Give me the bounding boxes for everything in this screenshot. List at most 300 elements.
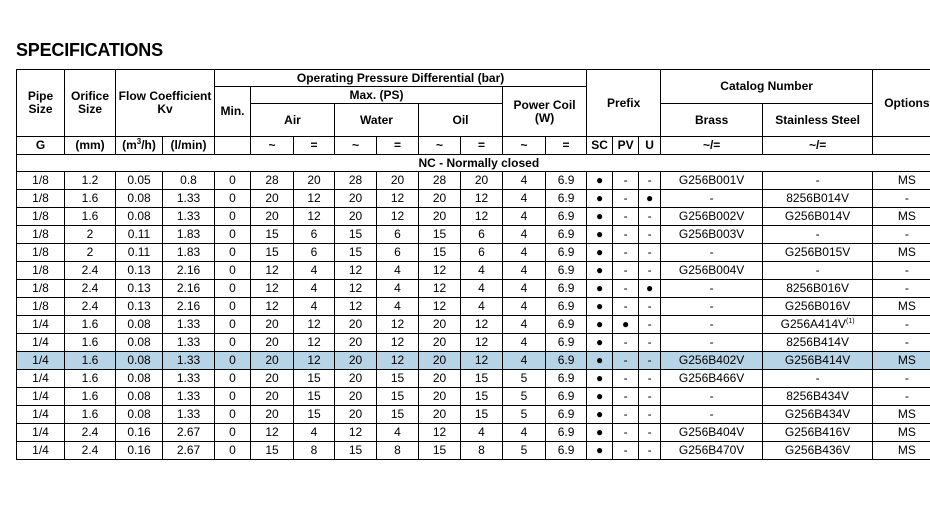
cell-brass-catalog: -	[661, 190, 763, 208]
cell-prefix-pv: -	[613, 226, 639, 244]
cell-kv-m3h: 0.16	[116, 424, 163, 442]
cell-kv-lmin: 2.67	[163, 442, 215, 460]
cell-prefix-pv: -	[613, 244, 639, 262]
cell-prefix-sc: ●	[587, 316, 613, 334]
cell-kv-m3h: 0.08	[116, 370, 163, 388]
cell-kv-m3h: 0.08	[116, 406, 163, 424]
cell-kv-lmin: 1.33	[163, 316, 215, 334]
power-dc: =	[546, 137, 587, 155]
header-brass: Brass	[661, 104, 763, 137]
header-stainless-steel: Stainless Steel	[763, 104, 873, 137]
cell-water-ac: 15	[335, 244, 377, 262]
cell-power-dc: 6.9	[546, 226, 587, 244]
cell-orifice-size: 1.6	[65, 370, 116, 388]
cell-brass-catalog: G256B470V	[661, 442, 763, 460]
cell-power-dc: 6.9	[546, 334, 587, 352]
cell-oil-ac: 12	[419, 262, 461, 280]
cell-prefix-pv: -	[613, 190, 639, 208]
cell-air-dc: 4	[294, 298, 335, 316]
cell-prefix-u: -	[639, 172, 661, 190]
prefix-u: U	[639, 137, 661, 155]
cell-oil-ac: 20	[419, 190, 461, 208]
cell-min-pressure: 0	[215, 226, 251, 244]
cell-min-pressure: 0	[215, 406, 251, 424]
cell-prefix-u: -	[639, 298, 661, 316]
cell-pipe-size: 1/4	[17, 352, 65, 370]
cell-pipe-size: 1/4	[17, 442, 65, 460]
cell-options: -	[873, 316, 930, 334]
table-row	[17, 334, 930, 352]
cell-power-dc: 6.9	[546, 298, 587, 316]
stainless-acdc: ~/=	[763, 137, 873, 155]
cell-prefix-sc: ●	[587, 190, 613, 208]
cell-water-ac: 12	[335, 424, 377, 442]
cell-water-ac: 12	[335, 280, 377, 298]
cell-water-ac: 20	[335, 334, 377, 352]
cell-min-pressure: 0	[215, 280, 251, 298]
cell-air-ac: 20	[251, 208, 294, 226]
cell-air-ac: 20	[251, 316, 294, 334]
cell-kv-lmin: 1.33	[163, 352, 215, 370]
cell-pipe-size: 1/4	[17, 370, 65, 388]
cell-air-dc: 4	[294, 262, 335, 280]
cell-min-pressure: 0	[215, 244, 251, 262]
cell-power-ac: 4	[503, 280, 546, 298]
cell-oil-dc: 4	[461, 424, 503, 442]
cell-air-dc: 8	[294, 442, 335, 460]
cell-prefix-pv: -	[613, 424, 639, 442]
power-ac: ~	[503, 137, 546, 155]
cell-min-pressure: 0	[215, 352, 251, 370]
cell-orifice-size: 2.4	[65, 424, 116, 442]
cell-air-ac: 12	[251, 424, 294, 442]
cell-orifice-size: 1.6	[65, 316, 116, 334]
cell-air-ac: 12	[251, 262, 294, 280]
cell-options: -	[873, 190, 930, 208]
cell-brass-catalog: -	[661, 244, 763, 262]
cell-air-dc: 12	[294, 352, 335, 370]
cell-oil-ac: 12	[419, 280, 461, 298]
cell-prefix-sc: ●	[587, 298, 613, 316]
cell-oil-ac: 20	[419, 388, 461, 406]
cell-air-dc: 20	[294, 172, 335, 190]
cell-oil-dc: 15	[461, 388, 503, 406]
cell-brass-catalog: G256B004V	[661, 262, 763, 280]
header-operating-pressure: Operating Pressure Differential (bar)	[215, 70, 587, 87]
cell-prefix-sc: ●	[587, 442, 613, 460]
table-header	[17, 70, 930, 155]
table-row	[17, 208, 930, 226]
cell-pipe-size: 1/8	[17, 172, 65, 190]
cell-stainless-catalog: 8256B414V	[763, 334, 873, 352]
cell-oil-dc: 6	[461, 244, 503, 262]
cell-oil-dc: 12	[461, 352, 503, 370]
page-title: SPECIFICATIONS	[16, 40, 163, 60]
cell-oil-dc: 12	[461, 316, 503, 334]
cell-power-ac: 4	[503, 334, 546, 352]
cell-pipe-size: 1/4	[17, 424, 65, 442]
specifications-table	[16, 69, 930, 460]
cell-orifice-size: 2.4	[65, 298, 116, 316]
cell-power-dc: 6.9	[546, 172, 587, 190]
cell-orifice-size: 2.4	[65, 262, 116, 280]
cell-air-ac: 28	[251, 172, 294, 190]
cell-kv-lmin: 2.16	[163, 280, 215, 298]
cell-kv-m3h: 0.08	[116, 334, 163, 352]
cell-power-ac: 5	[503, 388, 546, 406]
cell-orifice-size: 2.4	[65, 280, 116, 298]
cell-kv-m3h: 0.05	[116, 172, 163, 190]
cell-min-pressure: 0	[215, 262, 251, 280]
cell-prefix-sc: ●	[587, 262, 613, 280]
cell-oil-ac: 15	[419, 244, 461, 262]
cell-min-pressure: 0	[215, 388, 251, 406]
cell-power-ac: 4	[503, 316, 546, 334]
header-max-ps: Max. (PS)	[251, 87, 503, 104]
cell-brass-catalog: -	[661, 316, 763, 334]
cell-kv-lmin: 2.16	[163, 262, 215, 280]
cell-water-ac: 20	[335, 388, 377, 406]
cell-air-dc: 4	[294, 280, 335, 298]
table-row	[17, 352, 930, 370]
cell-prefix-pv: -	[613, 352, 639, 370]
cell-water-ac: 28	[335, 172, 377, 190]
cell-prefix-pv: -	[613, 298, 639, 316]
header-pipe-size: Pipe Size	[17, 70, 65, 137]
cell-prefix-pv: -	[613, 334, 639, 352]
cell-kv-lmin: 0.8	[163, 172, 215, 190]
cell-air-dc: 12	[294, 208, 335, 226]
cell-kv-lmin: 1.33	[163, 208, 215, 226]
cell-oil-ac: 20	[419, 208, 461, 226]
cell-oil-ac: 12	[419, 424, 461, 442]
oil-dc: =	[461, 137, 503, 155]
cell-stainless-catalog: G256B416V	[763, 424, 873, 442]
cell-kv-m3h: 0.08	[116, 190, 163, 208]
cell-kv-lmin: 1.83	[163, 226, 215, 244]
cell-options: MS	[873, 352, 930, 370]
cell-options: MS	[873, 208, 930, 226]
cell-stainless-catalog: -	[763, 226, 873, 244]
cell-power-ac: 4	[503, 226, 546, 244]
cell-kv-lmin: 2.16	[163, 298, 215, 316]
prefix-pv: PV	[613, 137, 639, 155]
cell-orifice-size: 2.4	[65, 442, 116, 460]
cell-oil-dc: 12	[461, 208, 503, 226]
cell-stainless-catalog: G256B414V	[763, 352, 873, 370]
cell-oil-dc: 20	[461, 172, 503, 190]
cell-brass-catalog: -	[661, 280, 763, 298]
cell-prefix-u: -	[639, 442, 661, 460]
cell-power-ac: 5	[503, 370, 546, 388]
header-orifice-size: Orifice Size	[65, 70, 116, 137]
cell-power-dc: 6.9	[546, 262, 587, 280]
cell-water-ac: 20	[335, 352, 377, 370]
cell-water-ac: 12	[335, 262, 377, 280]
cell-prefix-sc: ●	[587, 334, 613, 352]
cell-prefix-pv: -	[613, 172, 639, 190]
water-ac: ~	[335, 137, 377, 155]
cell-oil-ac: 20	[419, 352, 461, 370]
cell-prefix-sc: ●	[587, 370, 613, 388]
cell-kv-lmin: 1.83	[163, 244, 215, 262]
cell-min-pressure: 0	[215, 442, 251, 460]
cell-prefix-sc: ●	[587, 352, 613, 370]
footnote-mark: (1)	[846, 318, 855, 325]
cell-power-ac: 4	[503, 298, 546, 316]
cell-power-ac: 4	[503, 208, 546, 226]
cell-brass-catalog: G256B402V	[661, 352, 763, 370]
cell-pipe-size: 1/4	[17, 316, 65, 334]
cell-prefix-sc: ●	[587, 208, 613, 226]
cell-kv-m3h: 0.08	[116, 316, 163, 334]
cell-brass-catalog: G256B001V	[661, 172, 763, 190]
cell-prefix-pv: -	[613, 280, 639, 298]
cell-prefix-sc: ●	[587, 172, 613, 190]
cell-options: -	[873, 280, 930, 298]
cell-water-dc: 4	[377, 262, 419, 280]
cell-orifice-size: 2	[65, 244, 116, 262]
cell-prefix-u: -	[639, 316, 661, 334]
cell-pipe-size: 1/4	[17, 406, 65, 424]
cell-kv-m3h: 0.16	[116, 442, 163, 460]
cell-prefix-u: -	[639, 226, 661, 244]
cell-power-dc: 6.9	[546, 406, 587, 424]
table-row	[17, 244, 930, 262]
cell-power-dc: 6.9	[546, 424, 587, 442]
cell-options: -	[873, 334, 930, 352]
header-air: Air	[251, 104, 335, 137]
cell-min-pressure: 0	[215, 334, 251, 352]
cell-prefix-u: ●	[639, 280, 661, 298]
cell-options: MS	[873, 424, 930, 442]
cell-orifice-size: 1.6	[65, 406, 116, 424]
options-unit-blank	[873, 137, 930, 155]
cell-stainless-catalog: G256B014V	[763, 208, 873, 226]
cell-options: -	[873, 370, 930, 388]
cell-kv-lmin: 1.33	[163, 190, 215, 208]
cell-kv-lmin: 1.33	[163, 370, 215, 388]
cell-orifice-size: 1.6	[65, 334, 116, 352]
table-row	[17, 262, 930, 280]
cell-air-dc: 15	[294, 370, 335, 388]
cell-water-ac: 20	[335, 190, 377, 208]
cell-min-pressure: 0	[215, 370, 251, 388]
cell-water-dc: 15	[377, 388, 419, 406]
cell-min-pressure: 0	[215, 298, 251, 316]
cell-air-ac: 15	[251, 244, 294, 262]
cell-pipe-size: 1/4	[17, 388, 65, 406]
cell-min-pressure: 0	[215, 316, 251, 334]
table-row	[17, 388, 930, 406]
cell-oil-dc: 12	[461, 190, 503, 208]
table-body	[17, 155, 930, 460]
cell-prefix-u: ●	[639, 190, 661, 208]
cell-kv-m3h: 0.11	[116, 226, 163, 244]
cell-power-dc: 6.9	[546, 244, 587, 262]
cell-prefix-u: -	[639, 262, 661, 280]
cell-water-dc: 12	[377, 208, 419, 226]
cell-prefix-u: -	[639, 388, 661, 406]
cell-prefix-pv: -	[613, 388, 639, 406]
cell-air-dc: 12	[294, 316, 335, 334]
cell-air-ac: 20	[251, 388, 294, 406]
table-row	[17, 172, 930, 190]
cell-air-dc: 6	[294, 226, 335, 244]
cell-orifice-size: 1.6	[65, 208, 116, 226]
cell-oil-dc: 8	[461, 442, 503, 460]
cell-water-dc: 8	[377, 442, 419, 460]
cell-air-dc: 6	[294, 244, 335, 262]
cell-power-ac: 4	[503, 190, 546, 208]
unit-g: G	[17, 137, 65, 155]
cell-min-pressure: 0	[215, 208, 251, 226]
cell-air-ac: 20	[251, 352, 294, 370]
cell-water-dc: 15	[377, 370, 419, 388]
cell-prefix-u: -	[639, 370, 661, 388]
cell-prefix-u: -	[639, 334, 661, 352]
cell-air-ac: 15	[251, 442, 294, 460]
table-row	[17, 316, 930, 334]
cell-prefix-sc: ●	[587, 280, 613, 298]
cell-pipe-size: 1/8	[17, 226, 65, 244]
cell-kv-m3h: 0.08	[116, 388, 163, 406]
cell-stainless-catalog: G256B015V	[763, 244, 873, 262]
cell-kv-lmin: 1.33	[163, 334, 215, 352]
cell-power-dc: 6.9	[546, 388, 587, 406]
cell-water-dc: 12	[377, 334, 419, 352]
cell-brass-catalog: -	[661, 298, 763, 316]
cell-orifice-size: 1.6	[65, 352, 116, 370]
cell-brass-catalog: G256B003V	[661, 226, 763, 244]
cell-oil-dc: 15	[461, 406, 503, 424]
cell-water-dc: 6	[377, 244, 419, 262]
cell-options: MS	[873, 406, 930, 424]
cell-prefix-pv: -	[613, 370, 639, 388]
cell-oil-dc: 12	[461, 334, 503, 352]
cell-options: MS	[873, 298, 930, 316]
cell-water-ac: 20	[335, 208, 377, 226]
cell-stainless-catalog: $G256A414V^{(1)}$	[763, 316, 873, 334]
cell-prefix-pv: -	[613, 208, 639, 226]
cell-options: MS	[873, 442, 930, 460]
cell-kv-lmin: 2.67	[163, 424, 215, 442]
cell-prefix-sc: ●	[587, 406, 613, 424]
cell-air-ac: 20	[251, 334, 294, 352]
water-dc: =	[377, 137, 419, 155]
cell-brass-catalog: -	[661, 388, 763, 406]
cell-orifice-size: 1.6	[65, 190, 116, 208]
cell-power-dc: 6.9	[546, 208, 587, 226]
cell-water-dc: 15	[377, 406, 419, 424]
cell-power-ac: 4	[503, 424, 546, 442]
cell-kv-m3h: 0.08	[116, 208, 163, 226]
cell-stainless-catalog: -	[763, 172, 873, 190]
header-options: Options	[873, 70, 930, 137]
cell-power-dc: 6.9	[546, 190, 587, 208]
cell-orifice-size: 2	[65, 226, 116, 244]
cell-oil-dc: 4	[461, 280, 503, 298]
header-power-coil: Power Coil (W)	[503, 87, 587, 137]
header-prefix: Prefix	[587, 70, 661, 137]
cell-stainless-catalog: 8256B016V	[763, 280, 873, 298]
cell-options: -	[873, 388, 930, 406]
cell-power-dc: 6.9	[546, 352, 587, 370]
cell-air-dc: 4	[294, 424, 335, 442]
cell-water-ac: 15	[335, 226, 377, 244]
cell-prefix-u: -	[639, 424, 661, 442]
table-row	[17, 406, 930, 424]
cell-stainless-catalog: G256B434V	[763, 406, 873, 424]
cell-stainless-catalog: -	[763, 262, 873, 280]
cell-prefix-pv: -	[613, 262, 639, 280]
cell-air-ac: 20	[251, 406, 294, 424]
oil-ac: ~	[419, 137, 461, 155]
cell-oil-dc: 4	[461, 298, 503, 316]
cell-orifice-size: 1.2	[65, 172, 116, 190]
cell-power-ac: 5	[503, 406, 546, 424]
cell-orifice-size: 1.6	[65, 388, 116, 406]
cell-oil-ac: 20	[419, 316, 461, 334]
cell-brass-catalog: G256B002V	[661, 208, 763, 226]
cell-power-dc: 6.9	[546, 316, 587, 334]
cell-oil-dc: 4	[461, 262, 503, 280]
cell-power-dc: 6.9	[546, 280, 587, 298]
cell-power-ac: 5	[503, 442, 546, 460]
unit-min-blank	[215, 137, 251, 155]
unit-m3h: $(m^3/h)$	[116, 137, 163, 155]
cell-options: MS	[873, 172, 930, 190]
cell-prefix-sc: ●	[587, 424, 613, 442]
header-flow-coefficient: Flow Coefficient Kv	[116, 70, 215, 137]
cell-pipe-size: 1/8	[17, 208, 65, 226]
cell-prefix-sc: ●	[587, 244, 613, 262]
cell-oil-dc: 15	[461, 370, 503, 388]
cell-water-dc: 12	[377, 316, 419, 334]
cell-stainless-catalog: G256B436V	[763, 442, 873, 460]
cell-options: -	[873, 262, 930, 280]
cell-brass-catalog: -	[661, 406, 763, 424]
table-row	[17, 424, 930, 442]
cell-pipe-size: 1/4	[17, 334, 65, 352]
cell-power-ac: 4	[503, 172, 546, 190]
brass-acdc: ~/=	[661, 137, 763, 155]
cell-pipe-size: 1/8	[17, 262, 65, 280]
cell-kv-m3h: 0.13	[116, 280, 163, 298]
cell-kv-m3h: 0.11	[116, 244, 163, 262]
unit-mm: (mm)	[65, 137, 116, 155]
cell-oil-ac: 12	[419, 298, 461, 316]
cell-prefix-pv: -	[613, 406, 639, 424]
cell-power-ac: 4	[503, 244, 546, 262]
cell-kv-m3h: 0.13	[116, 298, 163, 316]
cell-prefix-pv: ●	[613, 316, 639, 334]
table-row	[17, 226, 930, 244]
cell-min-pressure: 0	[215, 172, 251, 190]
cell-pipe-size: 1/8	[17, 190, 65, 208]
cell-air-ac: 12	[251, 298, 294, 316]
cell-kv-m3h: 0.08	[116, 352, 163, 370]
cell-water-dc: 4	[377, 424, 419, 442]
cell-prefix-u: -	[639, 406, 661, 424]
cell-air-dc: 15	[294, 406, 335, 424]
table-row	[17, 442, 930, 460]
cell-prefix-u: -	[639, 208, 661, 226]
cell-options: -	[873, 226, 930, 244]
header-min: Min.	[215, 87, 251, 137]
cell-oil-ac: 28	[419, 172, 461, 190]
cell-water-dc: 12	[377, 190, 419, 208]
